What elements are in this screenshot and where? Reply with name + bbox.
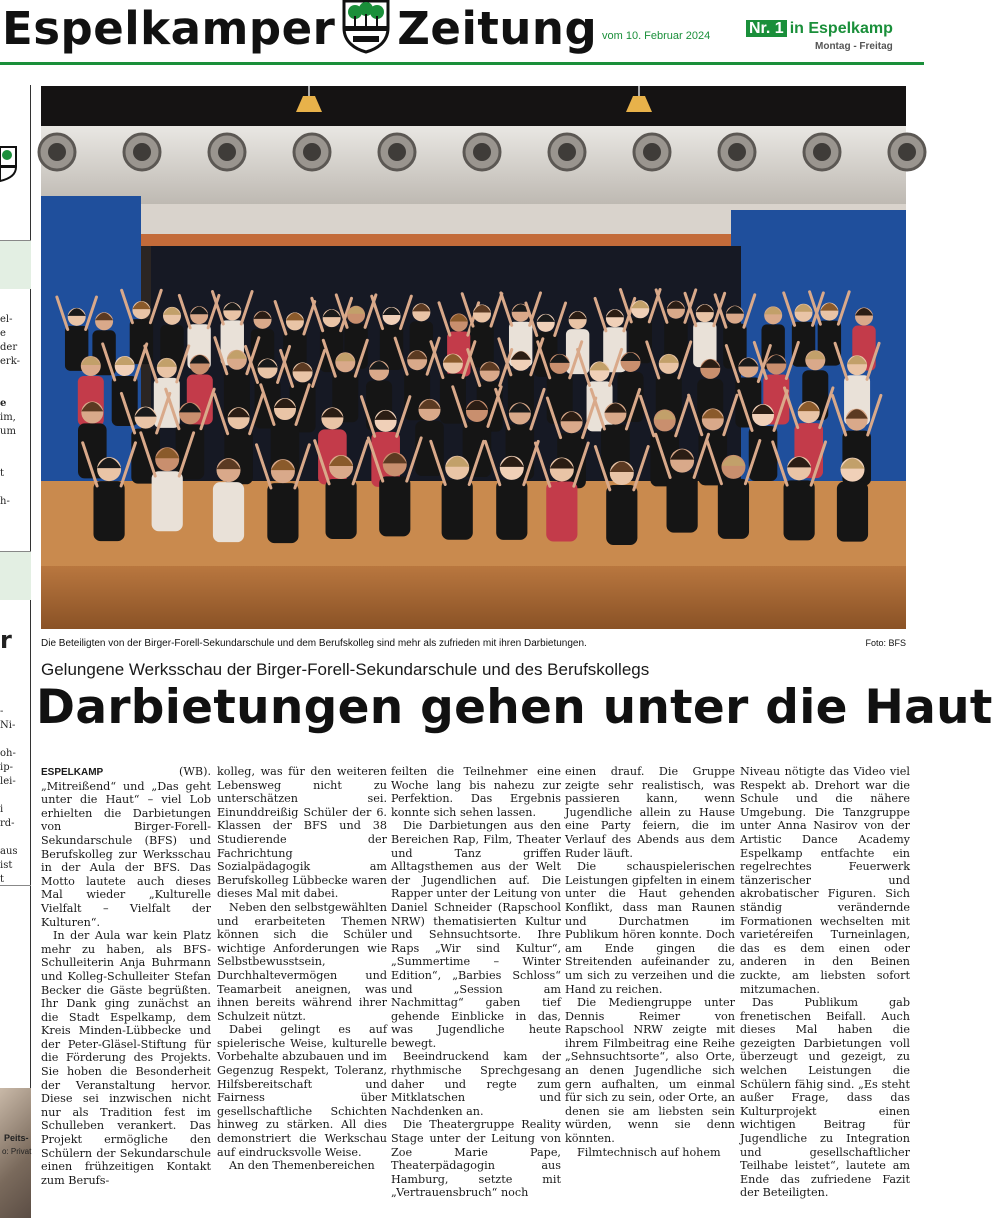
divider xyxy=(0,885,31,886)
title-left: Espelkamper xyxy=(2,2,336,55)
article-headline: Darbietungen gehen unter die Haut xyxy=(36,680,993,735)
paragraph: Die schauspielerischen Leistungen gipfelten in einem unter die Haut gehenden Konflikt, dass man Raunen und Durchatmen im Publikum hören konnte. Doch am Ende gingen die Streitenden aufeinander zu, um sich zu verzeihen und die Hand zu reichen. xyxy=(565,860,735,996)
sliver-text: h- xyxy=(0,496,10,507)
sliver-text: lei- xyxy=(0,776,16,787)
masthead-rule xyxy=(0,62,924,65)
sliver-text: i xyxy=(0,804,4,815)
sliver-text: erk- xyxy=(0,356,20,367)
person-body xyxy=(442,480,473,540)
sliver-text: e xyxy=(0,398,7,409)
paragraph: An den Themenbereichen xyxy=(229,1159,375,1173)
paragraph: Die Mediengruppe unter Dennis Reimer von Rapschool NRW zeigte mit ihrem Filmbeitrag eine Reihe „Sehnsuchtsorte“, also Orte, an denen Jugendliche sich gern aufhalten, um einmal für sich zu sein, oder Orte, an denen sie am liebsten sein würden, wenn sie denn könnten. xyxy=(565,996,735,1146)
sliver-text: aus xyxy=(0,846,18,857)
ceiling-vent-core xyxy=(303,143,321,161)
article-column-2 xyxy=(217,765,387,1173)
paragraph: Die Darbietungen aus den Bereichen Rap, Film, Theater und Tanz griffen Alltagsthemen aus der Welt der Jugendlichen auf. Die Rapper unter der Leitung von Daniel Schneider (Rapschool NRW) thematisierten Kultur und Sehnsuchtsorte. Ihre Raps „Wir sind Kultur“, „Summertime – Winter Edition“, „Barbies Schloss“ und „Session am Nachmittag“ gaben tief gehende Einblicke in das, was Jugendliche heute bewegt. xyxy=(391,819,561,1050)
nr1-place: in Espelkamp xyxy=(789,20,893,37)
group-photo-illustration xyxy=(41,86,906,629)
sliver-text: t xyxy=(0,468,5,479)
sliver-text: rd- xyxy=(0,818,15,829)
article-column-1 xyxy=(41,765,211,1187)
masthead xyxy=(0,0,924,66)
paragraph: Das Publikum gab frenetischen Beifall. Auch dieses Mal haben die gezeigten Darbietungen voll überzeugt und gezeigt, zu welchen Leistungen die Schülern fähig sind. „Es steht außer Frage, dass das Kulturprojekt einen wichtigen Beitrag für Jugendliche zu Integration und gesellschaftlicher Teilhabe leistet“, lautete am Ende das zufriedene Fazit der Beteiligten. xyxy=(740,996,910,1200)
paragraph xyxy=(41,765,211,929)
sliver-text: ip- xyxy=(0,762,13,773)
issue-date: vom 10. Februar 2024 xyxy=(602,30,711,42)
lamp-cord xyxy=(638,86,640,96)
person-body xyxy=(667,473,698,533)
title-right: Zeitung xyxy=(397,2,598,55)
lamp-cord xyxy=(308,86,310,96)
person-body xyxy=(93,481,124,541)
paragraph: In der Aula war kein Platz mehr zu haben, als BFS-Schulleiterin Anja Buhrmann und Kolleg-Schulleiter Stefan Becker die Gäste begrüßten. Ihr Dank ging zunächst an die Stadt Espelkamp, dem Kreis Minden-Lübbecke und der Peter-Gläsel-Stiftung für die Förderung des Projekts. Sie hoben die Besonderheit der Veranstaltung hervor. Diese sei inzwischen nicht nur als Tradition fest im Schulleben verankert. Das Projekt ermögliche den Schülern der Sekundarschule einen frühzeitigen Kontakt zum Berufs- xyxy=(41,929,211,1187)
green-band xyxy=(0,241,31,289)
person-body xyxy=(213,482,244,542)
paragraph: Neben den selbstgewählten und erarbeiteten Themen können sich die Schüler wichtige Anforderungen wie Selbstbewusstsein, Durchhaltevermögen und Teamarbeit aneignen, was ihnen bereits während ihrer Schulzeit nützt. xyxy=(217,900,387,1023)
ceiling-vent-core xyxy=(133,143,151,161)
sliver-text: im, xyxy=(0,412,16,423)
paragraph-text: (WB). „Mitreißend“ und „Das geht unter die Haut“ – viel Lob erhielten die Darbietungen von Birger-Forell-Sekundarschule (BFS) und Berufskolleg zur Werksschau in der Aula der BFS. Das Motto lautete auch dieses Mal wieder „Kulturelle Vielfalt – Vielfalt der Kulturen“. xyxy=(41,765,211,929)
person-body xyxy=(837,482,868,542)
ceiling-vent-core xyxy=(388,143,406,161)
group-photo xyxy=(41,86,906,629)
paragraph: Beeindruckend kam der rhythmische Sprechgesang daher und regte zum Mitklatschen und Nachdenken an. xyxy=(391,1050,561,1118)
paragraph: Niveau nötigte das Video viel Respekt ab. Drehort war die Schule und die nähere Umgebung. Die Tanzgruppe unter Anna Nasirov von der Artistic Dance Academy Espelkamp entfachte ein regelrechtes Feuerwerk tänzerischer und akrobatischer Figuren. Sich ständig verändernde Formationen wechselten mit varietéreifen Turneinlagen, das es dem einen oder anderen in den Beinen zuckte, am liebsten sofort mitzumachen. xyxy=(740,765,910,996)
article-column-3 xyxy=(391,765,561,1200)
sliver-text: - xyxy=(0,706,4,717)
sliver-text: el- xyxy=(0,314,13,325)
sliver-text: Ni- xyxy=(0,720,16,731)
person-body xyxy=(379,476,410,536)
person-body xyxy=(326,479,357,539)
sliver-heading: r xyxy=(0,626,12,654)
neighbour-column-sliver xyxy=(0,85,31,1176)
green-band xyxy=(0,552,31,600)
photo-credit: Foto: BFS xyxy=(865,638,906,648)
ceiling-vent-core xyxy=(643,143,661,161)
person-body xyxy=(496,480,527,540)
person-body xyxy=(267,483,298,543)
person-body xyxy=(749,426,778,481)
newspaper-title xyxy=(2,0,597,55)
paragraph: Filmtechnisch auf hohem xyxy=(577,1145,721,1159)
ceiling-vent-core xyxy=(558,143,576,161)
ceiling-vent-core xyxy=(473,143,491,161)
ceiling-vent-core xyxy=(813,143,831,161)
article-kicker: Gelungene Werksschau der Birger-Forell-Sekundarschule und des Berufskollegs xyxy=(41,660,650,679)
sliver-text: t xyxy=(0,874,5,885)
ceiling-vent-core xyxy=(728,143,746,161)
sliver-name: Peits- xyxy=(4,1133,29,1143)
person-body xyxy=(546,481,577,541)
ceiling-vent-core xyxy=(218,143,236,161)
article-column-4 xyxy=(565,765,735,1159)
ceiling-vent-core xyxy=(48,143,66,161)
nr1-badge: Nr. 1 xyxy=(746,20,787,37)
town-crest-icon xyxy=(0,145,18,181)
photo-caption: Die Beteiligten von der Birger-Forell-Sekundarschule und dem Berufskolleg sind mehr als zufrieden mit ihren Darbietungen. xyxy=(41,638,587,649)
sliver-text: der xyxy=(0,342,18,353)
article-column-5 xyxy=(740,765,910,1200)
person-body xyxy=(784,480,815,540)
paragraph: einen drauf. Die Gruppe zeigte sehr realistisch, was passieren kann, wenn Jugendliche allein zu Hause eine Party feiern, die im Verlauf des Abends aus dem Ruder läuft. xyxy=(565,765,735,860)
person-body xyxy=(606,485,637,545)
nr1-tagline xyxy=(746,20,893,38)
sliver-credit: o: Privat xyxy=(2,1147,32,1156)
person-body xyxy=(718,479,749,539)
dateline: ESPELKAMP xyxy=(41,767,104,778)
town-crest-icon xyxy=(341,0,391,54)
sliver-text: um xyxy=(0,426,16,437)
paragraph: Dabei gelingt es auf spielerische Weise, kulturelle Vorbehalte abzubauen und im Gegenzug Respekt, Toleranz, Hilfsbereitschaft und Fairness über gesellschaftliche Schichten hinweg zu stärken. All dies demonstriert die Werkschau auf eindrucksvolle Weise. xyxy=(217,1023,387,1159)
sliver-text: oh- xyxy=(0,748,16,759)
sliver-text: ist xyxy=(0,860,13,871)
publication-days: Montag - Freitag xyxy=(815,41,893,52)
paragraph: kolleg, was für den weiteren Lebensweg nicht zu unterschätzen sei. Einunddreißig Schüler der 6. Klassen der BFS und 38 Studierende der Fachrichtung Sozialpädagogik am Berufskolleg Lübbecke waren dieses Mal mit dabei. xyxy=(217,765,387,901)
paragraph: Die Theatergruppe Reality Stage unter der Leitung von Zoe Marie Pape, Theaterpädagogin aus Hamburg, setzte mit „Vertrauensbruch“ noch xyxy=(391,1118,561,1200)
ceiling-vent-core xyxy=(898,143,916,161)
sliver-text: e xyxy=(0,328,6,339)
paragraph: feilten die Teilnehmer eine Woche lang bis nahezu zur Perfektion. Das Ergebnis konnte sich sehen lassen. xyxy=(391,765,561,819)
person-body xyxy=(152,471,183,531)
